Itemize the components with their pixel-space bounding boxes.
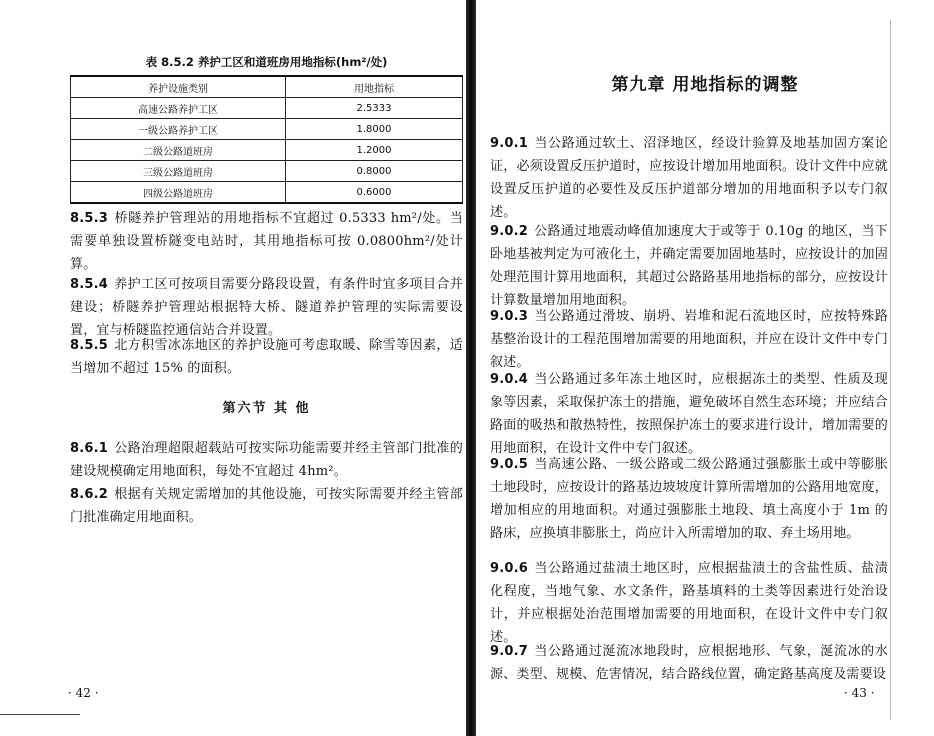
- clause-number: 9.0.5: [490, 457, 529, 472]
- clause-number: 9.0.6: [490, 561, 529, 576]
- clause-text: 根据有关规定需增加的其他设施，可按实际需要并经主管部门批准确定用地面积。: [70, 487, 463, 525]
- table-cell: 一级公路养护工区: [71, 119, 286, 140]
- page-number: · 43 ·: [844, 686, 875, 700]
- table-header-cell: 养护设施类别: [71, 76, 286, 98]
- clause-8-5-4: [70, 273, 463, 342]
- clause-number: 8.5.5: [70, 338, 109, 353]
- book-spine: [466, 0, 476, 736]
- clause-text: 当公路通过多年冻土地区时，应根据冻土的类型、性质及现象等因素，采取保护冻土的措施，避免破坏自然生态环境；并应结合路面的吸热和散热特性，按照保护冻土的要求进行设计，增加需要的用地面积，在设计文件中专门叙述。: [490, 372, 888, 456]
- clause-text: 当公路通过软土、沼泽地区，经设计验算及地基加固方案论证，必须设置反压护道时，应按设计增加用地面积。设计文件中应就设置反压护道的必要性及反压护道部分增加的用地面积予以专门叙述。: [490, 136, 888, 220]
- table-row: [71, 119, 463, 140]
- clause-text: 当公路通过滑坡、崩坍、岩堆和泥石流地区时，应按特殊路基整治设计的工程范围增加需要的用地面积，并应在设计文件中专门叙述。: [490, 309, 888, 370]
- table-cell: 0.6000: [286, 182, 463, 204]
- clause-text: 当公路通过盐渍土地区时，应根据盐渍土的含盐性质、盐渍化程度，当地气象、水文条件，路基填料的土类等因素进行处治设计，并应根据处治范围增加需要的用地面积，在设计文件中专门叙述。: [490, 561, 888, 645]
- table-cell: 高速公路养护工区: [71, 98, 286, 119]
- clause-8-5-3: [70, 207, 463, 276]
- table-cell: 四级公路道班房: [71, 182, 286, 204]
- clause-number: 9.0.2: [490, 224, 529, 239]
- clause-number: 9.0.7: [490, 644, 529, 659]
- section-title: 第六节 其 他: [222, 401, 311, 416]
- table-header-row: [71, 76, 463, 98]
- clause-9-0-1: [490, 132, 888, 224]
- table-cell: 1.2000: [286, 140, 463, 161]
- clause-number: 8.5.3: [70, 211, 109, 226]
- clause-8-6-1: [70, 437, 463, 483]
- table-cell: 二级公路道班房: [71, 140, 286, 161]
- clause-9-0-2: [490, 220, 888, 312]
- clause-number: 8.5.4: [70, 277, 109, 292]
- clause-9-0-6: [490, 557, 888, 649]
- clause-number: 8.6.2: [70, 487, 109, 502]
- clause-number: 9.0.1: [490, 136, 529, 151]
- clause-number: 8.6.1: [70, 441, 109, 456]
- clause-9-0-3: [490, 305, 888, 374]
- clause-9-0-5: [490, 453, 888, 545]
- table-cell: 三级公路道班房: [71, 161, 286, 182]
- clause-text: 当公路通过涎流冰地段时，应根据地形、气象，涎流冰的水源、类型、规模、危害情况，结合路线位置，确定路基高度及需要设: [490, 644, 888, 682]
- clause-text: 公路通过地震动峰值加速度大于或等于 0.10g 的地区，当下卧地基被判定为可液化土，并确定需要加固地基时，应按设计的加固处理范围计算用地面积，其超过公路路基用地指标的部分，应按设计计算数量增加用地面积。: [490, 224, 888, 308]
- table-row: [71, 182, 463, 204]
- clause-8-6-2: [70, 483, 463, 529]
- clause-text: 养护工区可按项目需要分路段设置，有条件时宜多项目合并建设；桥隧养护管理站根据特大桥、隧道养护管理的实际需要设置，宜与桥隧监控通信站合并设置。: [70, 277, 463, 338]
- table-header-cell: 用地指标: [286, 76, 463, 98]
- clause-text: 桥隧养护管理站的用地指标不宜超过 0.5333 hm²/处。当需要单独设置桥隧变电站时，其用地指标可按 0.0800hm²/处计算。: [70, 211, 463, 272]
- chapter-title: 第九章 用地指标的调整: [611, 75, 799, 95]
- left-page: [0, 0, 466, 736]
- table-row: [71, 161, 463, 182]
- clause-text: 公路治理超限超载站可按实际功能需要并经主管部门批准的建设规模确定用地面积，每处不宜超过 4hm²。: [70, 441, 463, 479]
- clause-9-0-4: [490, 368, 888, 460]
- table-cell: 0.8000: [286, 161, 463, 182]
- clause-9-0-7: [490, 640, 888, 686]
- page-number: · 42 ·: [68, 686, 99, 700]
- table-row: [71, 140, 463, 161]
- page-edge-line: [0, 714, 80, 715]
- land-use-table: [70, 75, 463, 204]
- right-page: [476, 0, 934, 736]
- clause-text: 当高速公路、一级公路或二级公路通过强膨胀土或中等膨胀土地段时，应按设计的路基边坡坡度计算所需增加的公路用地宽度，增加相应的用地面积。对通过强膨胀土地段、填土高度小于 1m 的路床，应换填非膨胀土，尚应计入所需增加的取、弃土场用地。: [490, 457, 888, 541]
- clause-number: 9.0.4: [490, 372, 529, 387]
- table-cell: 1.8000: [286, 119, 463, 140]
- table-caption: 表 8.5.2 养护工区和道班房用地指标(hm²/处): [145, 55, 388, 69]
- clause-text: 北方积雪冰冻地区的养护设施可考虑取暖、除雪等因素，适当增加不超过 15% 的面积。: [70, 338, 463, 376]
- clause-8-5-5: [70, 334, 463, 380]
- table-cell: 2.5333: [286, 98, 463, 119]
- table-row: [71, 98, 463, 119]
- clause-number: 9.0.3: [490, 309, 529, 324]
